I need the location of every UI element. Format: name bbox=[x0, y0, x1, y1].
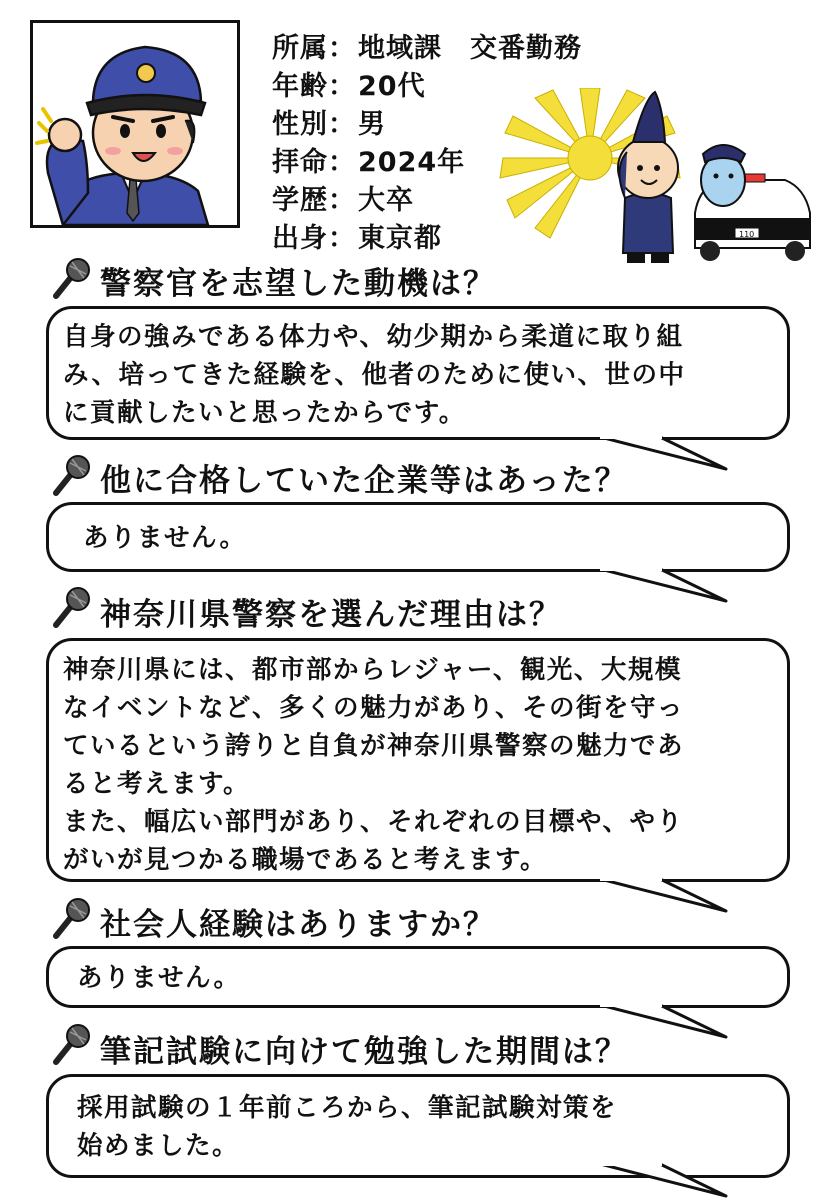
question-heading: 神奈川県警察を選んだ理由は？ bbox=[100, 597, 562, 633]
answer-line: に貢献したいと思ったからです。 bbox=[63, 398, 466, 428]
profile-label: 学歴 bbox=[272, 185, 328, 216]
patrol-car-icon bbox=[695, 145, 810, 261]
answer-line: ありません。 bbox=[77, 963, 241, 993]
profile-label: 拝命 bbox=[272, 147, 328, 178]
question-heading: 警察官を志望した動機は？ bbox=[100, 266, 496, 302]
answer-line: 神奈川県には、都市部からレジャー、観光、大規模 bbox=[63, 655, 682, 685]
profile-row-gender bbox=[272, 102, 386, 141]
profile-separator: ： bbox=[328, 147, 356, 178]
profile-row-education bbox=[272, 178, 414, 217]
police-officer-saluting-icon bbox=[33, 23, 237, 225]
answer-line: 採用試験の１年前ころから、筆記試験対策を bbox=[77, 1093, 618, 1123]
answer-bubble bbox=[46, 946, 790, 1008]
profile-row-age bbox=[272, 64, 426, 103]
answer-line: み、培ってきた経験を、他者のために使い、世の中 bbox=[63, 360, 686, 390]
answer-line: ありません。 bbox=[83, 523, 247, 553]
profile-value: 地域課 交番勤務 bbox=[358, 33, 582, 64]
answer-line: 始めました。 bbox=[77, 1131, 240, 1161]
answer-bubble bbox=[46, 306, 790, 440]
answer-line: ているという誇りと自負が神奈川県警察の魅力であ bbox=[63, 731, 685, 761]
speech-bubble-tail bbox=[600, 877, 730, 913]
profile-row-appointment bbox=[272, 140, 465, 179]
speech-bubble-tail bbox=[600, 567, 730, 603]
question-heading: 筆記試験に向けて勉強した期間は？ bbox=[100, 1034, 628, 1070]
profile-separator: ： bbox=[328, 185, 356, 216]
microphone-icon bbox=[48, 453, 92, 497]
profile-separator: ： bbox=[328, 71, 356, 102]
profile-value: 2024年 bbox=[358, 147, 466, 178]
answer-line: がいが見つかる職場であると考えます。 bbox=[63, 845, 547, 875]
profile-label: 所属 bbox=[272, 33, 328, 64]
answer-bubble bbox=[46, 502, 790, 572]
question-heading: 社会人経験はありますか？ bbox=[100, 907, 496, 943]
answer-line: また、幅広い部門があり、それぞれの目標や、やり bbox=[63, 807, 684, 837]
profile-value: 20代 bbox=[358, 71, 426, 102]
profile-label: 性別 bbox=[272, 109, 328, 140]
profile-separator: ： bbox=[328, 33, 356, 64]
profile-label: 年齢 bbox=[272, 71, 328, 102]
speech-bubble-tail bbox=[600, 1162, 730, 1198]
police-mascot-illustration bbox=[495, 88, 815, 268]
profile-value: 大卒 bbox=[358, 185, 414, 216]
profile-value: 東京都 bbox=[358, 223, 442, 254]
answer-line: 自身の強みである体力や、幼少期から柔道に取り組 bbox=[63, 322, 684, 352]
microphone-icon bbox=[48, 896, 92, 940]
answer-bubble bbox=[46, 638, 790, 882]
question-heading: 他に合格していた企業等はあった？ bbox=[100, 463, 628, 499]
profile-row-hometown bbox=[272, 216, 442, 255]
profile-separator: ： bbox=[328, 223, 356, 254]
officer-portrait bbox=[30, 20, 240, 228]
profile-label: 出身 bbox=[272, 223, 328, 254]
profile-row-affiliation bbox=[272, 26, 582, 65]
answer-line: なイベントなど、多くの魅力があり、その街を守っ bbox=[63, 693, 685, 723]
profile-separator: ： bbox=[328, 109, 356, 140]
microphone-icon bbox=[48, 256, 92, 300]
microphone-icon bbox=[48, 585, 92, 629]
profile-value: 男 bbox=[358, 109, 386, 140]
answer-line: ると考えます。 bbox=[63, 769, 250, 799]
microphone-icon bbox=[48, 1022, 92, 1066]
car-number-plate: 110 bbox=[739, 230, 755, 239]
